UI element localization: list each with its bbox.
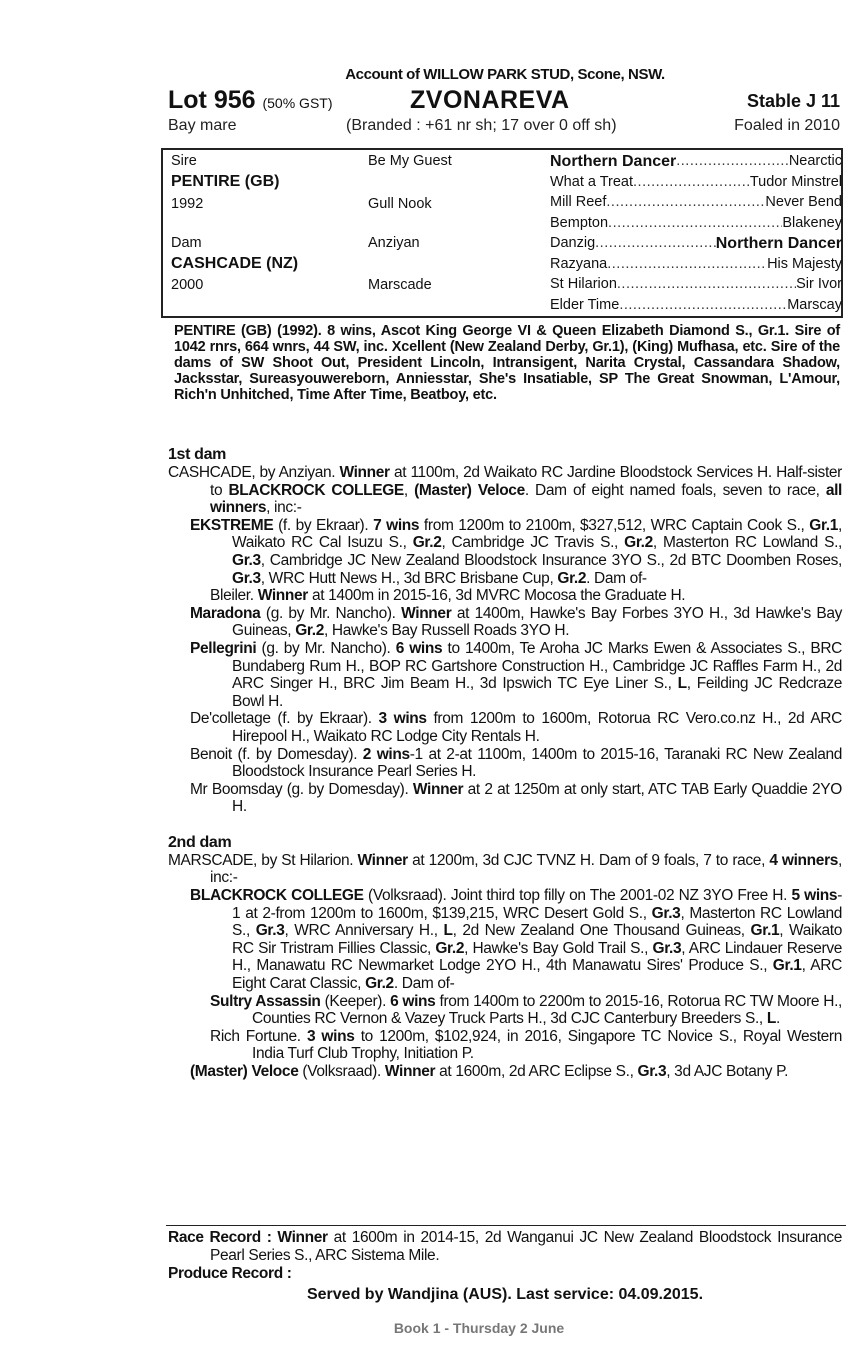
emphasis-text: Gr.1 [750,922,780,940]
entry-text: , WRC Anniversary H., [284,922,444,940]
pedigree-gen3-row [550,297,842,313]
ancestor-sire: Sir Ivor [796,276,842,292]
ancestor-sire: Northern Dancer [715,235,842,252]
entry-text: , [403,481,415,499]
entry-text: , WRC Hutt News H., 3d BRC Brisbane Cup, [260,569,558,587]
emphasis-text: Gr.2 [624,534,653,552]
emphasis-text: Gr.2 [295,622,324,640]
emphasis-text: 3 wins [306,1027,355,1045]
emphasis-text: Pellegrini [190,639,257,657]
race-record-label: Race Record : [168,1229,278,1246]
entry-text: , inc:- [266,499,302,517]
ancestor-name: Razyana [550,255,608,272]
pedigree-gen3-row [550,276,842,292]
entry-text: (Volksraad). [298,1063,385,1080]
family-entry [168,710,842,745]
emphasis-text: L [677,675,687,693]
entry-text: . Dam of- [393,975,455,993]
family-entry [168,887,842,993]
family-entry [168,464,842,517]
ancestor-name: Mill Reef [550,194,607,210]
entry-text: . Dam of eight named foals, seven to race, [524,481,826,499]
entry-text: , inc:- [210,851,842,887]
emphasis-text: Winner [412,780,464,798]
horse-name: ZVONAREVA [410,86,570,114]
emphasis-text: (Master) Veloce [414,481,525,499]
entry-text: Benoit (f. by Domesday). [190,745,363,763]
entry-text: , Hawke's Bay Gold Trail S., [464,939,653,957]
ancestor-name: Bempton [550,214,609,231]
entry-text: Mr Boomsday (g. by Domesday). [190,780,413,798]
race-record-text: at 1600m in 2014-15, 2d Wanganui JC New Zealand Bloodstock Insurance Pearl Series S., ARC Sistema Mile. [210,1229,842,1264]
emphasis-text: Gr.2 [435,939,465,957]
emphasis-text: Gr.3 [651,904,681,922]
entry-text: at 1600m, 2d ARC Eclipse S., [435,1063,638,1080]
entry-text: . Dam of- [586,569,647,587]
emphasis-text: BLACKROCK COLLEGE [190,887,364,905]
entry-text: Bleiler. [210,587,258,605]
pedigree-gen3-row [550,215,842,231]
spacer [168,816,842,834]
ancestor-sire: Tudor Minstrel [749,173,842,190]
emphasis-text: BLACKROCK COLLEGE [228,481,404,499]
ancestor-sire: Nearctic [788,153,842,169]
emphasis-text: 5 wins [791,887,838,905]
dam-label: Dam [171,235,202,251]
family-entry [168,746,842,781]
ancestor-name: Elder Time [550,296,620,313]
page-footer: Book 1 - Thursday 2 June [393,1320,565,1336]
dam-year: 2000 [171,277,204,293]
entry-text: , Masterton RC Lowland S., [232,904,842,940]
family-details [168,446,842,1081]
entry-text: from 1200m to 1600m, Rotorua RC Vero.co.nz H., 2d ARC Hirepool H., Waikato RC Lodge City Rentals H. [232,710,842,745]
lot-label: Lot 956 [168,86,256,114]
entry-text: , 2d New Zealand One Thousand Guineas, [452,922,751,940]
records [168,1229,842,1283]
leader-dots [633,174,750,190]
emphasis-text: Gr.1 [772,957,802,975]
family-entry [168,781,842,816]
sire-label: Sire [171,153,197,169]
entry-text: , Hawke's Bay Russell Roads 3YO H. [323,622,570,640]
emphasis-text: Gr.3 [255,922,285,940]
ancestor-name: What a Treat [550,173,634,190]
emphasis-text: Maradona [190,604,261,622]
entry-text: , Cambridge JC New Zealand Bloodstock Insurance 3YO S., 2d BTC Doomben Roses, [260,551,842,569]
grandsire-paternal: Be My Guest [368,153,452,169]
entry-text: (g. by Mr. Nancho). [260,604,402,622]
emphasis-text: all winners [210,481,843,517]
emphasis-text: (Master) Veloce [190,1063,299,1080]
emphasis-text: 3 wins [378,710,427,728]
entry-text: , ARC Lindauer Reserve H., Manawatu RC Newmarket Lodge 2YO H., 4th Manawatu Sires' Produce S., [232,939,842,975]
emphasis-text: Sultry Assassin [210,992,321,1010]
foaled-year: Foaled in 2010 [734,117,840,134]
entry-text: , Waikato RC Cal Isuzu S., [232,516,842,552]
family-entry [168,852,842,887]
granddam-paternal: Gull Nook [368,196,432,212]
lot-number [168,86,333,115]
emphasis-text: Gr.2 [557,569,587,587]
ancestor-name: St Hilarion [550,276,617,292]
family-entry [168,587,842,605]
leader-dots [608,215,782,231]
dam-name: CASHCADE (NZ) [171,255,299,272]
entry-text: to 1200m, $102,924, in 2016, Singapore TC Novice S., Royal Western India Turf Club Trophy, Initiation P. [252,1027,842,1063]
emphasis-text: Winner [401,604,452,622]
race-record [168,1229,842,1265]
emphasis-text: Gr.3 [232,551,261,569]
pedigree-gen3-row [550,153,842,171]
entry-text: from 1400m to 2200m to 2015-16, Rotorua RC TW Moore H., Counties RC Vernon & Vazey Truck Parts H., 3d CJC Canterbury Breeders S., [252,992,842,1028]
leader-dots [607,256,767,272]
divider [166,1225,846,1226]
section-heading: 2nd dam [168,833,232,851]
family-entry [168,605,842,640]
ancestor-sire: Blakeney [782,214,842,231]
pedigree-gen3-row [550,174,842,190]
gst-note: (50% GST) [262,95,333,111]
ancestor-name: Danzig [550,235,596,251]
sire-summary: PENTIRE (GB) (1992). 8 wins, Ascot King George VI & Queen Elizabeth Diamond S., Gr.1. Sire of 1042 rnrs, 664 wnrs, 44 SW, inc. Xcellent (New Zealand Derby, Gr.1), (King) Mufhasa, etc. Sire of the dams of SW Shoot Out, President Lincoln, Intransigent, Narita Crystal, Cassandara Shadow, Jacksstar, Sureasyouwereborn, Anniesstar, She's Insatiable, SP The Great Snowman, L'Amour, Rich'n Unhitched, Time After Time, Beatboy, etc. [174,323,840,403]
entry-text: at 1200m, 3d CJC TVNZ H. Dam of 9 foals, 7 to race, [407,851,770,869]
entry-text: at 1400m in 2015-16, 3d MVRC Mocosa the Graduate H. [307,587,686,605]
produce-record-label: Produce Record : [168,1265,292,1282]
entry-text: (Keeper). [320,992,391,1010]
horse-details [168,117,840,135]
entry-text: , Cambridge JC Travis S., [441,534,625,552]
family-entry [168,1028,842,1063]
entry-text: at 1400m, Hawke's Bay Forbes 3YO H., 3d Hawke's Bay Guineas, [232,604,842,640]
sire-year: 1992 [171,196,204,212]
leader-dots [676,153,789,171]
race-record-winner: Winner [277,1229,328,1246]
emphasis-text: Gr.3 [652,939,682,957]
emphasis-text: 2 wins [362,745,410,763]
ancestor-sire: Never Bend [765,194,842,210]
service-info: Served by Wandjina (AUS). Last service: 04.09.2015. [306,1286,704,1303]
emphasis-text: Winner [339,464,390,481]
emphasis-text: Winner [257,587,308,605]
family-entry [168,1063,842,1081]
horse-description: Bay mare [168,117,237,134]
entry-text: (g. by Mr. Nancho). [256,639,396,657]
entry-text: from 1200m to 2100m, $327,512, WRC Captain Cook S., [419,516,810,534]
brand-info: (Branded : +61 nr sh; 17 over 0 off sh) [346,117,617,134]
lot-header [168,86,840,116]
emphasis-text: Gr.2 [365,975,394,993]
entry-text: -1 at 2-from 1200m to 1600m, $139,215, WRC Desert Gold S., [232,887,843,922]
entry-text: (Volksraad). Joint third top filly on The 2001-02 NZ 3YO Free H. [363,887,792,905]
ancestor-name: Northern Dancer [550,153,677,170]
leader-dots [619,297,787,313]
family-entry [168,993,842,1028]
emphasis-text: Winner [357,851,408,869]
pedigree-gen3-row [550,256,842,272]
entry-text: , Waikato RC Sir Tristram Fillies Classic, [232,922,843,957]
entry-text: , ARC Eight Carat Classic, [232,957,842,993]
granddam-maternal: Marscade [368,277,432,293]
emphasis-text: Winner [384,1063,436,1080]
pedigree-gen3-row [550,235,842,253]
leader-dots [595,235,716,253]
entry-text: at 1100m, 2d Waikato RC Jardine Bloodstock Services H. Half-sister to [210,464,842,499]
stable-location: Stable J 11 [746,91,840,111]
emphasis-text: Gr.3 [232,569,261,587]
section-heading: 1st dam [168,446,227,463]
emphasis-text: 4 winners [769,851,839,869]
entry-text: De'colletage (f. by Ekraar). [190,710,379,728]
pedigree-gen3-row [550,194,842,210]
emphasis-text: Gr.3 [637,1063,667,1080]
emphasis-text: 6 wins [395,639,443,657]
entry-text: to 1400m, Te Aroha JC Marks Ewen & Associates S., BRC Bundaberg Rum H., BOP RC Gartshore Construction H., Cambridge JC Raffles Farm H., 2d ARC Singer H., BRC Jim Beam H., 3d Ipswich TC Eye Liner S., [232,639,843,693]
sire-name: PENTIRE (GB) [171,173,280,190]
emphasis-text: 7 wins [373,516,420,534]
entry-text: Rich Fortune. [210,1027,307,1045]
entry-text: , Masterton RC Lowland S., [652,534,842,552]
grandsire-maternal: Anziyan [368,235,420,251]
entry-text: . [775,1010,780,1028]
emphasis-text: L [443,922,453,940]
emphasis-text: EKSTREME [190,516,274,534]
vendor-account: Account of WILLOW PARK STUD, Scone, NSW. [345,66,665,83]
emphasis-text: Gr.2 [412,534,442,552]
ancestor-sire: Marscay [787,296,842,313]
leader-dots [617,276,796,292]
entry-text: , 3d AJC Botany P. [666,1063,789,1080]
pedigree-table [161,148,843,318]
entry-text: , Feilding JC Redcraze Bowl H. [232,675,842,710]
emphasis-text: 6 wins [390,992,436,1010]
ancestor-sire: His Majesty [767,255,842,272]
family-entry [168,517,842,587]
entry-text: CASHCADE, by Anziyan. [168,464,340,481]
entry-text: -1 at 2-at 1100m, 1400m to 2015-16, Taranaki RC New Zealand Bloodstock Insurance Pearl Series H. [232,745,843,781]
family-entry [168,640,842,710]
entry-text: (f. by Ekraar). [273,516,374,534]
entry-text: MARSCADE, by St Hilarion. [168,851,358,869]
leader-dots [606,194,765,210]
emphasis-text: Gr.1 [809,516,839,534]
emphasis-text: L [766,1010,776,1028]
entry-text: at 2 at 1250m at only start, ATC TAB Early Quaddie 2YO H. [232,780,842,816]
